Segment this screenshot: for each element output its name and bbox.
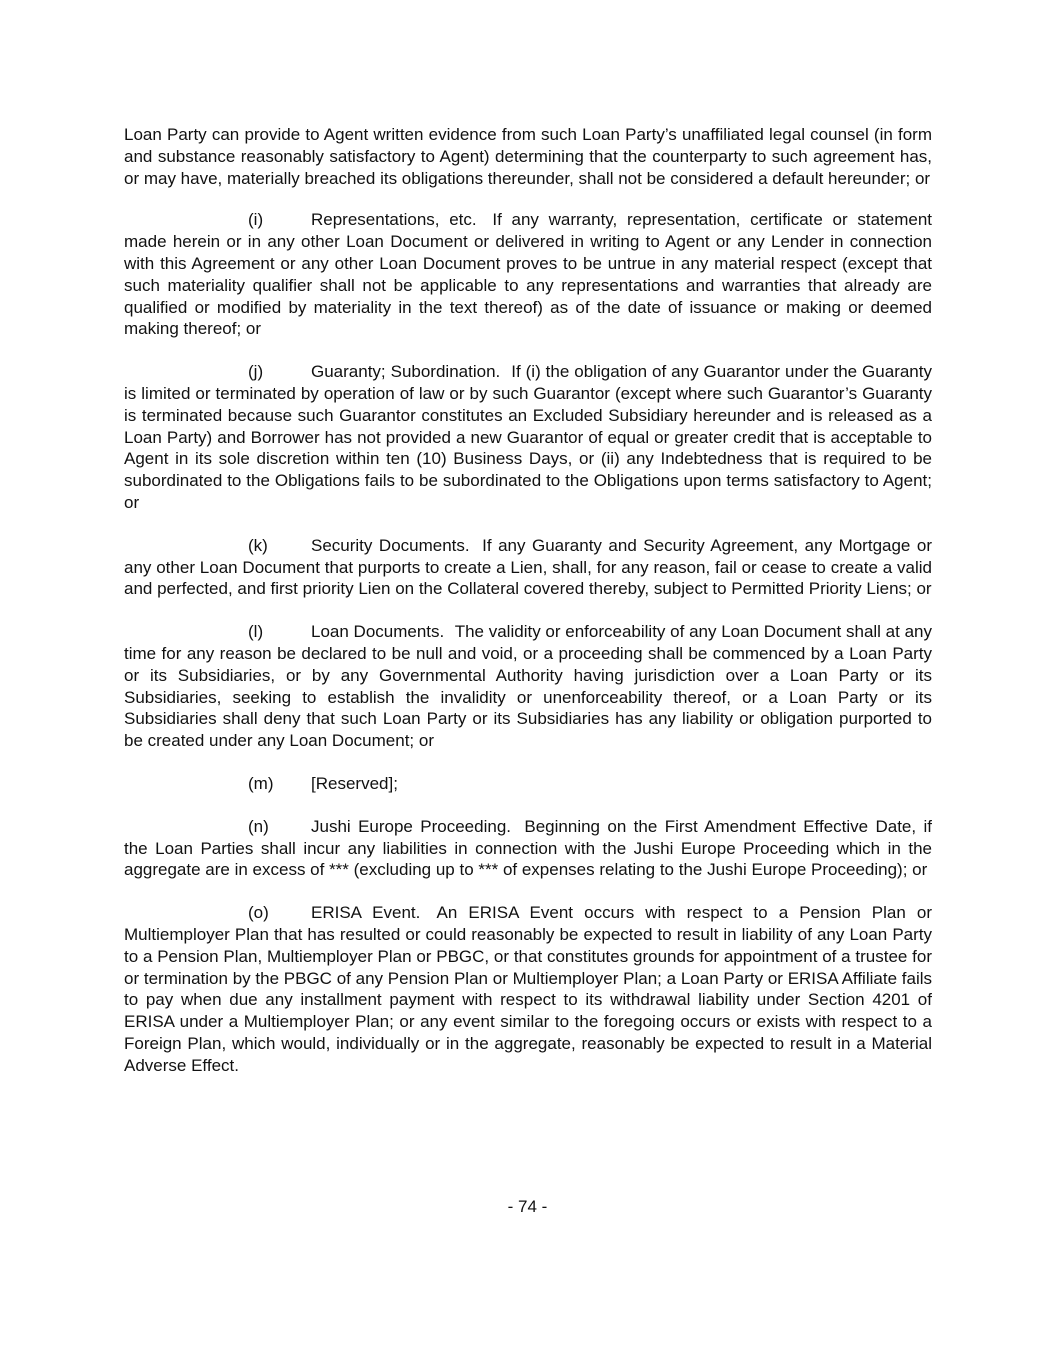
section-heading: Security Documents. — [311, 535, 470, 555]
section-body: If (i) the obligation of any Guarantor under the Guaranty is limited or terminated by operation of law or by such Guarantor (except where such Guarantor’s Guaranty is terminated because such Guarantor constitutes an Excluded Subsidiary hereunder and is released as a Loan Party) and Borrower has not provided a new Guarantor of equal or greater credit that is acceptable to Agent in its sole discretion within ten (10) Business Days, or (ii) any Indebtedness that is required to be subordinated to the Obligations fails to be subordinated to the Obligations upon terms satisfactory to Agent; or — [124, 362, 932, 512]
intro-paragraph: Loan Party can provide to Agent written evidence from such Loan Party’s unaffiliated legal counsel (in form and substance reasonably satisfactory to Agent) determining that the counterparty to such agreement has, or may have, materially breached its obligations thereunder, shall not be considered a default hereunder; or — [124, 125, 932, 188]
page-number: - 74 - — [507, 1197, 548, 1216]
section-label: (n) — [248, 816, 269, 836]
section-label: (l) — [248, 622, 264, 642]
section-heading: Representations, etc. — [311, 210, 477, 230]
section-heading: [Reserved]; — [311, 773, 398, 793]
section-k — [124, 535, 932, 600]
section-i — [124, 209, 932, 340]
section-label: (j) — [248, 362, 264, 382]
section-n — [124, 816, 932, 881]
section-body: The validity or enforceability of any Loan Document shall at any time for any reason be declared to be null and void, or a proceeding shall be commenced by a Loan Party or its Subsidiaries, or by any Governmental Authority having jurisdiction over a Loan Party or its Subsidiaries, seeking to establish the invalidity or unenforceability thereof, or a Loan Party or its Subsidiaries shall deny that such Loan Party or its Subsidiaries has any liability or obligation purported to be created under any Loan Document; or — [124, 622, 932, 751]
section-body: An ERISA Event occurs with respect to a Pension Plan or Multiemployer Plan that has resulted or could reasonably be expected to result in liability of any Loan Party to a Pension Plan, Multiemployer Plan or PBGC, or that constitutes grounds for appointment of a trustee for or termination by the PBGC of any Pension Plan or Multiemployer Plan; a Loan Party or ERISA Affiliate fails to pay when due any installment payment with respect to its withdrawal liability under Section 4201 of ERISA under a Multiemployer Plan; or any event similar to the foregoing occurs or exists with respect to a Foreign Plan, which would, individually or in the aggregate, reasonably be expected to result in a Material Adverse Effect. — [124, 903, 932, 1075]
section-label: (i) — [248, 210, 264, 230]
section-m — [124, 773, 932, 795]
section-label: (k) — [248, 535, 268, 555]
section-heading: Loan Documents. — [311, 622, 445, 642]
section-heading: Guaranty; Subordination. — [311, 362, 501, 382]
section-label: (o) — [248, 903, 269, 923]
section-j — [124, 361, 932, 514]
section-l — [124, 621, 932, 752]
section-label: (m) — [248, 773, 274, 793]
section-o — [124, 902, 932, 1076]
document-page — [124, 124, 932, 1097]
section-heading: Jushi Europe Proceeding. — [311, 816, 511, 836]
section-body: If any Guaranty and Security Agreement, any Mortgage or any other Loan Document that purports to create a Lien, shall, for any reason, fail or cease to create a valid and perfected, and first priority Lien on the Collateral covered thereby, subject to Permitted Priority Liens; or — [124, 535, 933, 599]
section-body: If any warranty, representation, certificate or statement made herein or in any other Loan Document or delivered in writing to Agent or any Lender in connection with this Agreement or any other Loan Document proves to be untrue in any material respect (except that such materiality qualifier shall not be applicable to any representations and warranties that already are qualified or modified by materiality in the text thereof) as of the date of issuance or making or deemed making thereof; or — [124, 210, 933, 339]
section-body: Beginning on the First Amendment Effective Date, if the Loan Parties shall incur any liabilities in connection with the Jushi Europe Proceeding which in the aggregate are in excess of *** (excluding up to *** of expenses relating to the Jushi Europe Proceeding); or — [124, 816, 932, 880]
section-heading: ERISA Event. — [311, 903, 421, 923]
